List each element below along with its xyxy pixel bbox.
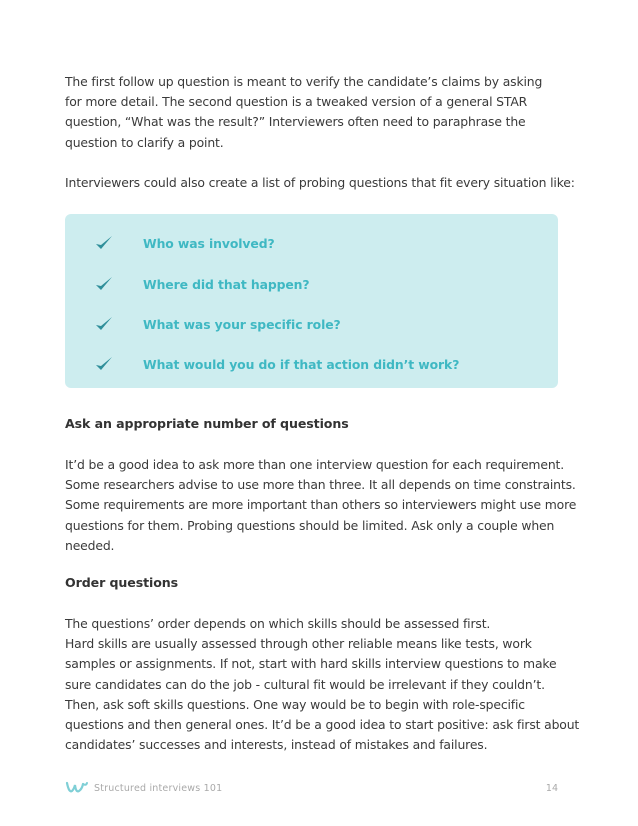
paragraph-line: Some researchers advise to use more than three. It all depends on time constraints. (65, 477, 576, 493)
paragraph-line: candidates’ successes and interests, instead of mistakes and failures. (65, 737, 488, 753)
paragraph-line: Hard skills are usually assessed through other reliable means like tests, work (65, 636, 532, 652)
intro-line: The first follow up question is meant to verify the candidate’s claims by asking (65, 74, 543, 89)
checkmark-icon (93, 273, 115, 295)
paragraph-line: questions for them. Probing questions should be limited. Ask only a couple when (65, 517, 555, 533)
paragraph-line: Some requirements are more important than others so interviewers might use more (65, 497, 577, 513)
number-of-questions-paragraph (65, 455, 575, 556)
probing-question-text: Where did that happen? (143, 277, 310, 292)
paragraph-line: sure candidates can do the job - cultural fit would be irrelevant if they couldn’t. (65, 676, 545, 692)
checkmark-icon (93, 232, 115, 254)
probing-intro-line: Interviewers could also create a list of probing questions that fit every situation like: (65, 174, 575, 190)
checkmark-icon (93, 353, 115, 375)
paragraph-line: needed. (65, 537, 115, 553)
intro-line: question to clarify a point. (65, 134, 224, 150)
paragraph-line: questions and then general ones. It’d be a good idea to start positive: ask first about (65, 717, 580, 733)
intro-line: question, “What was the result?” Interviewers often need to paraphrase the (65, 114, 526, 130)
footer-document-title: Structured interviews 101 (94, 783, 223, 794)
probing-question-text: What would you do if that action didn’t work? (143, 357, 460, 372)
paragraph-line: The questions’ order depends on which skills should be assessed first. (65, 616, 491, 631)
intro-paragraph (65, 72, 575, 153)
brand-logo-icon (65, 780, 89, 796)
paragraph-line: Then, ask soft skills questions. One way would be to begin with role-specific (65, 696, 525, 712)
page-footer (65, 780, 565, 800)
probing-question-item (93, 234, 553, 256)
probing-question-item (93, 275, 553, 297)
probing-question-item (93, 355, 553, 377)
checkmark-icon (93, 313, 115, 335)
order-questions-paragraph (65, 614, 580, 755)
page-number: 14 (545, 783, 558, 794)
paragraph-line: It’d be a good idea to ask more than one interview question for each requirement. (65, 457, 565, 472)
probing-question-text: Who was involved? (143, 236, 275, 251)
probing-intro-paragraph (65, 173, 575, 193)
probing-question-item (93, 315, 553, 337)
probing-question-text: What was your specific role? (143, 317, 341, 332)
section-heading-number-of-questions: Ask an appropriate number of questions (65, 416, 349, 431)
probing-questions-callout (65, 214, 558, 388)
document-page (65, 72, 580, 753)
intro-line: for more detail. The second question is a tweaked version of a general STAR (65, 94, 528, 110)
paragraph-line: samples or assignments. If not, start with hard skills interview questions to make (65, 656, 557, 672)
section-heading-order-questions: Order questions (65, 575, 179, 590)
